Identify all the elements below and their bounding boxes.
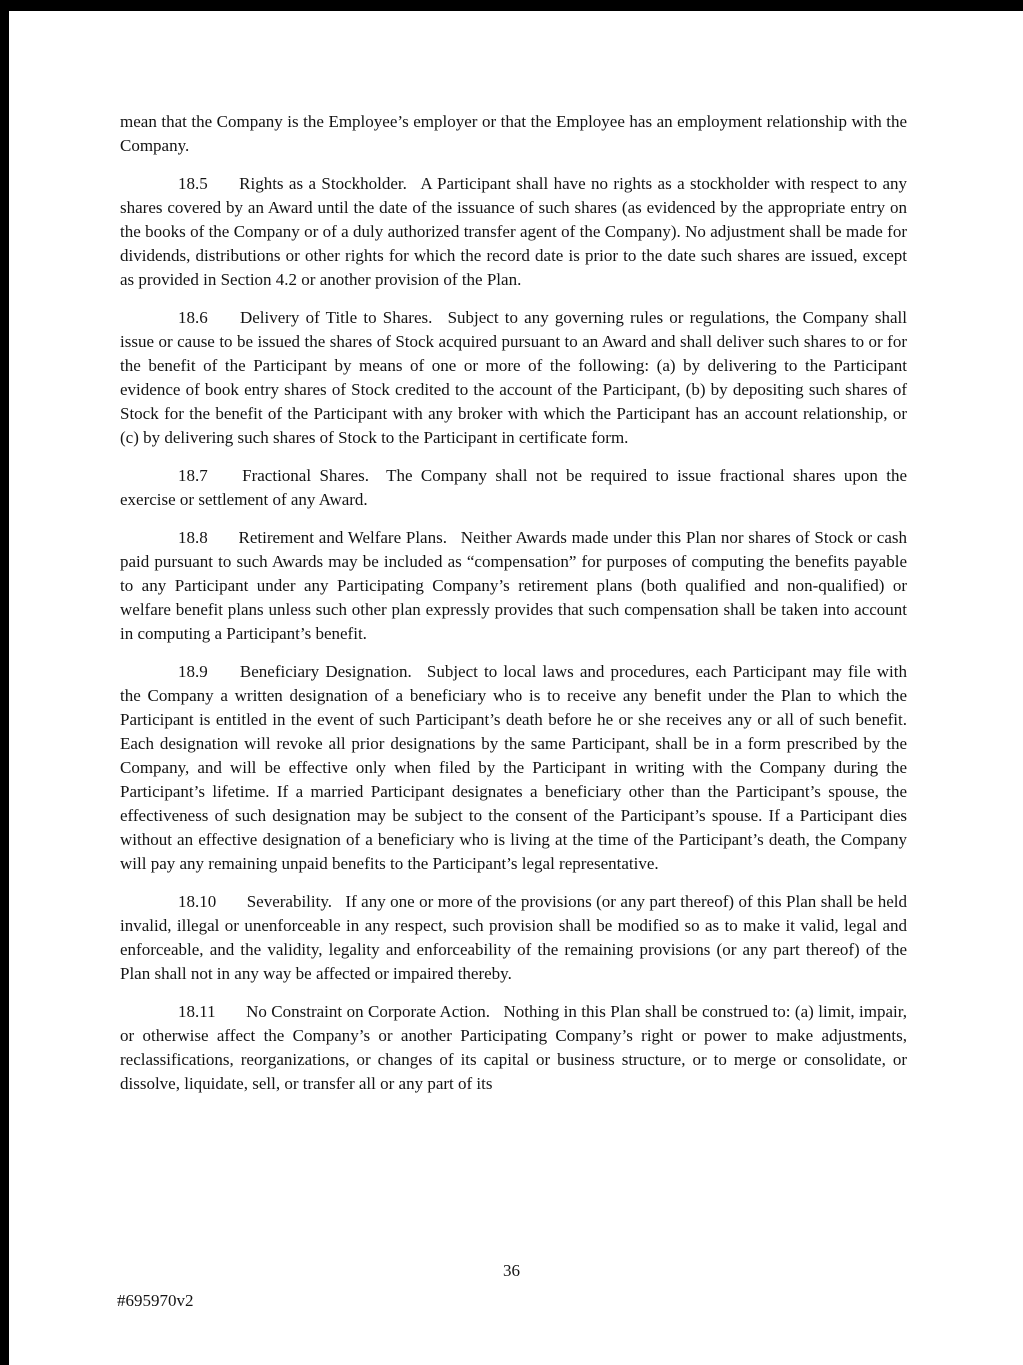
section-18-6: [120, 306, 907, 450]
section-body: Subject to local laws and procedures, each Participant may file with the Company a written designation of a beneficiary who is to receive any benefit under the Plan to which the Participant is entitled in the event of such Participant’s death before he or she receives any or all of such benefit. Each designation will revoke all prior designations by the same Participant, shall be in a form prescribed by the Company, and will be effective only when filed by the Participant in writing with the Company during the Participant’s lifetime. If a married Participant designates a beneficiary other than the Participant’s spouse, the effectiveness of such designation may be subject to the consent of the Participant’s spouse. If a Participant dies without an effective designation of a beneficiary who is living at the time of the Participant’s death, the Company will pay any remaining unpaid benefits to the Participant’s legal representative.: [120, 662, 907, 873]
scan-artifact-top-bar: [0, 0, 1023, 11]
section-body: A Participant shall have no rights as a stockholder with respect to any shares covered by an Award until the date of the issuance of such shares (as evidenced by the appropriate entry on the books of the Company or of a duly authorized transfer agent of the Company). No adjustment shall be made for dividends, distributions or other rights for which the record date is prior to the date such shares are issued, except as provided in Section 4.2 or another provision of the Plan.: [120, 174, 908, 289]
section-title: No Constraint on Corporate Action.: [246, 1002, 491, 1021]
section-body: The Company shall not be required to issue fractional shares upon the exercise or settlement of any Award.: [120, 466, 907, 509]
section-body: Subject to any governing rules or regulations, the Company shall issue or cause to be issued the shares of Stock acquired pursuant to an Award and shall deliver such shares to or for the benefit of the Participant by means of one or more of the following: (a) by delivering to the Participant evidence of book entry shares of Stock credited to the account of the Participant, (b) by depositing such shares of Stock for the benefit of the Participant with any broker with which the Participant has an account relationship, or (c) by delivering such shares of Stock to the Participant in certificate form.: [120, 308, 908, 447]
section-18-10: [120, 890, 907, 986]
section-body: Neither Awards made under this Plan nor shares of Stock or cash paid pursuant to such Awards may be included as “compensation” for purposes of computing the benefits payable to any Participant under any Participating Company’s retirement plans (both qualified and non-qualified) or welfare benefit plans unless such other plan expressly provides that such compensation shall be taken into account in computing a Participant’s benefit.: [120, 528, 907, 643]
page-number: 36: [503, 1261, 520, 1280]
section-title: Retirement and Welfare Plans.: [238, 528, 447, 547]
section-18-11: [120, 1000, 907, 1096]
section-number: 18.11: [178, 1002, 216, 1021]
section-18-7: [120, 464, 907, 512]
section-title: Beneficiary Designation.: [239, 662, 412, 681]
section-number: 18.5: [178, 174, 208, 193]
section-body: If any one or more of the provisions (or any part thereof) of this Plan shall be held invalid, illegal or unenforceable in any respect, such provision shall be modified so as to make it valid, legal and enforceable, and the validity, legality and enforceability of the remaining provisions (or any part thereof) of the Plan shall not in any way be affected or impaired thereby.: [120, 892, 907, 983]
section-number: 18.6: [178, 308, 208, 327]
section-body: Nothing in this Plan shall be construed to: (a) limit, impair, or otherwise affect the Company’s or another Participating Company’s right or power to make adjustments, reclassifications, reorganizations, or changes of its capital or business structure, or to merge or consolidate, or dissolve, liquidate, sell, or transfer all or any part of its: [120, 1002, 908, 1093]
section-number: 18.9: [178, 662, 208, 681]
section-title: Severability.: [246, 892, 332, 911]
section-title: Delivery of Title to Shares.: [239, 308, 433, 327]
section-18-8: [120, 526, 907, 646]
paragraph-continuation: mean that the Company is the Employee’s employer or that the Employee has an employment relationship with the Company.: [120, 112, 907, 155]
section-title: Rights as a Stockholder.: [239, 174, 407, 193]
section-title: Fractional Shares.: [242, 466, 370, 485]
scan-artifact-left-bar: [0, 0, 9, 1365]
section-number: 18.10: [178, 892, 217, 911]
page-content: [120, 110, 907, 1110]
section-18-9: [120, 660, 907, 876]
document-id-footer: #695970v2: [117, 1291, 194, 1310]
section-number: 18.7: [178, 466, 208, 485]
section-18-5: [120, 172, 907, 292]
section-number: 18.8: [178, 528, 208, 547]
